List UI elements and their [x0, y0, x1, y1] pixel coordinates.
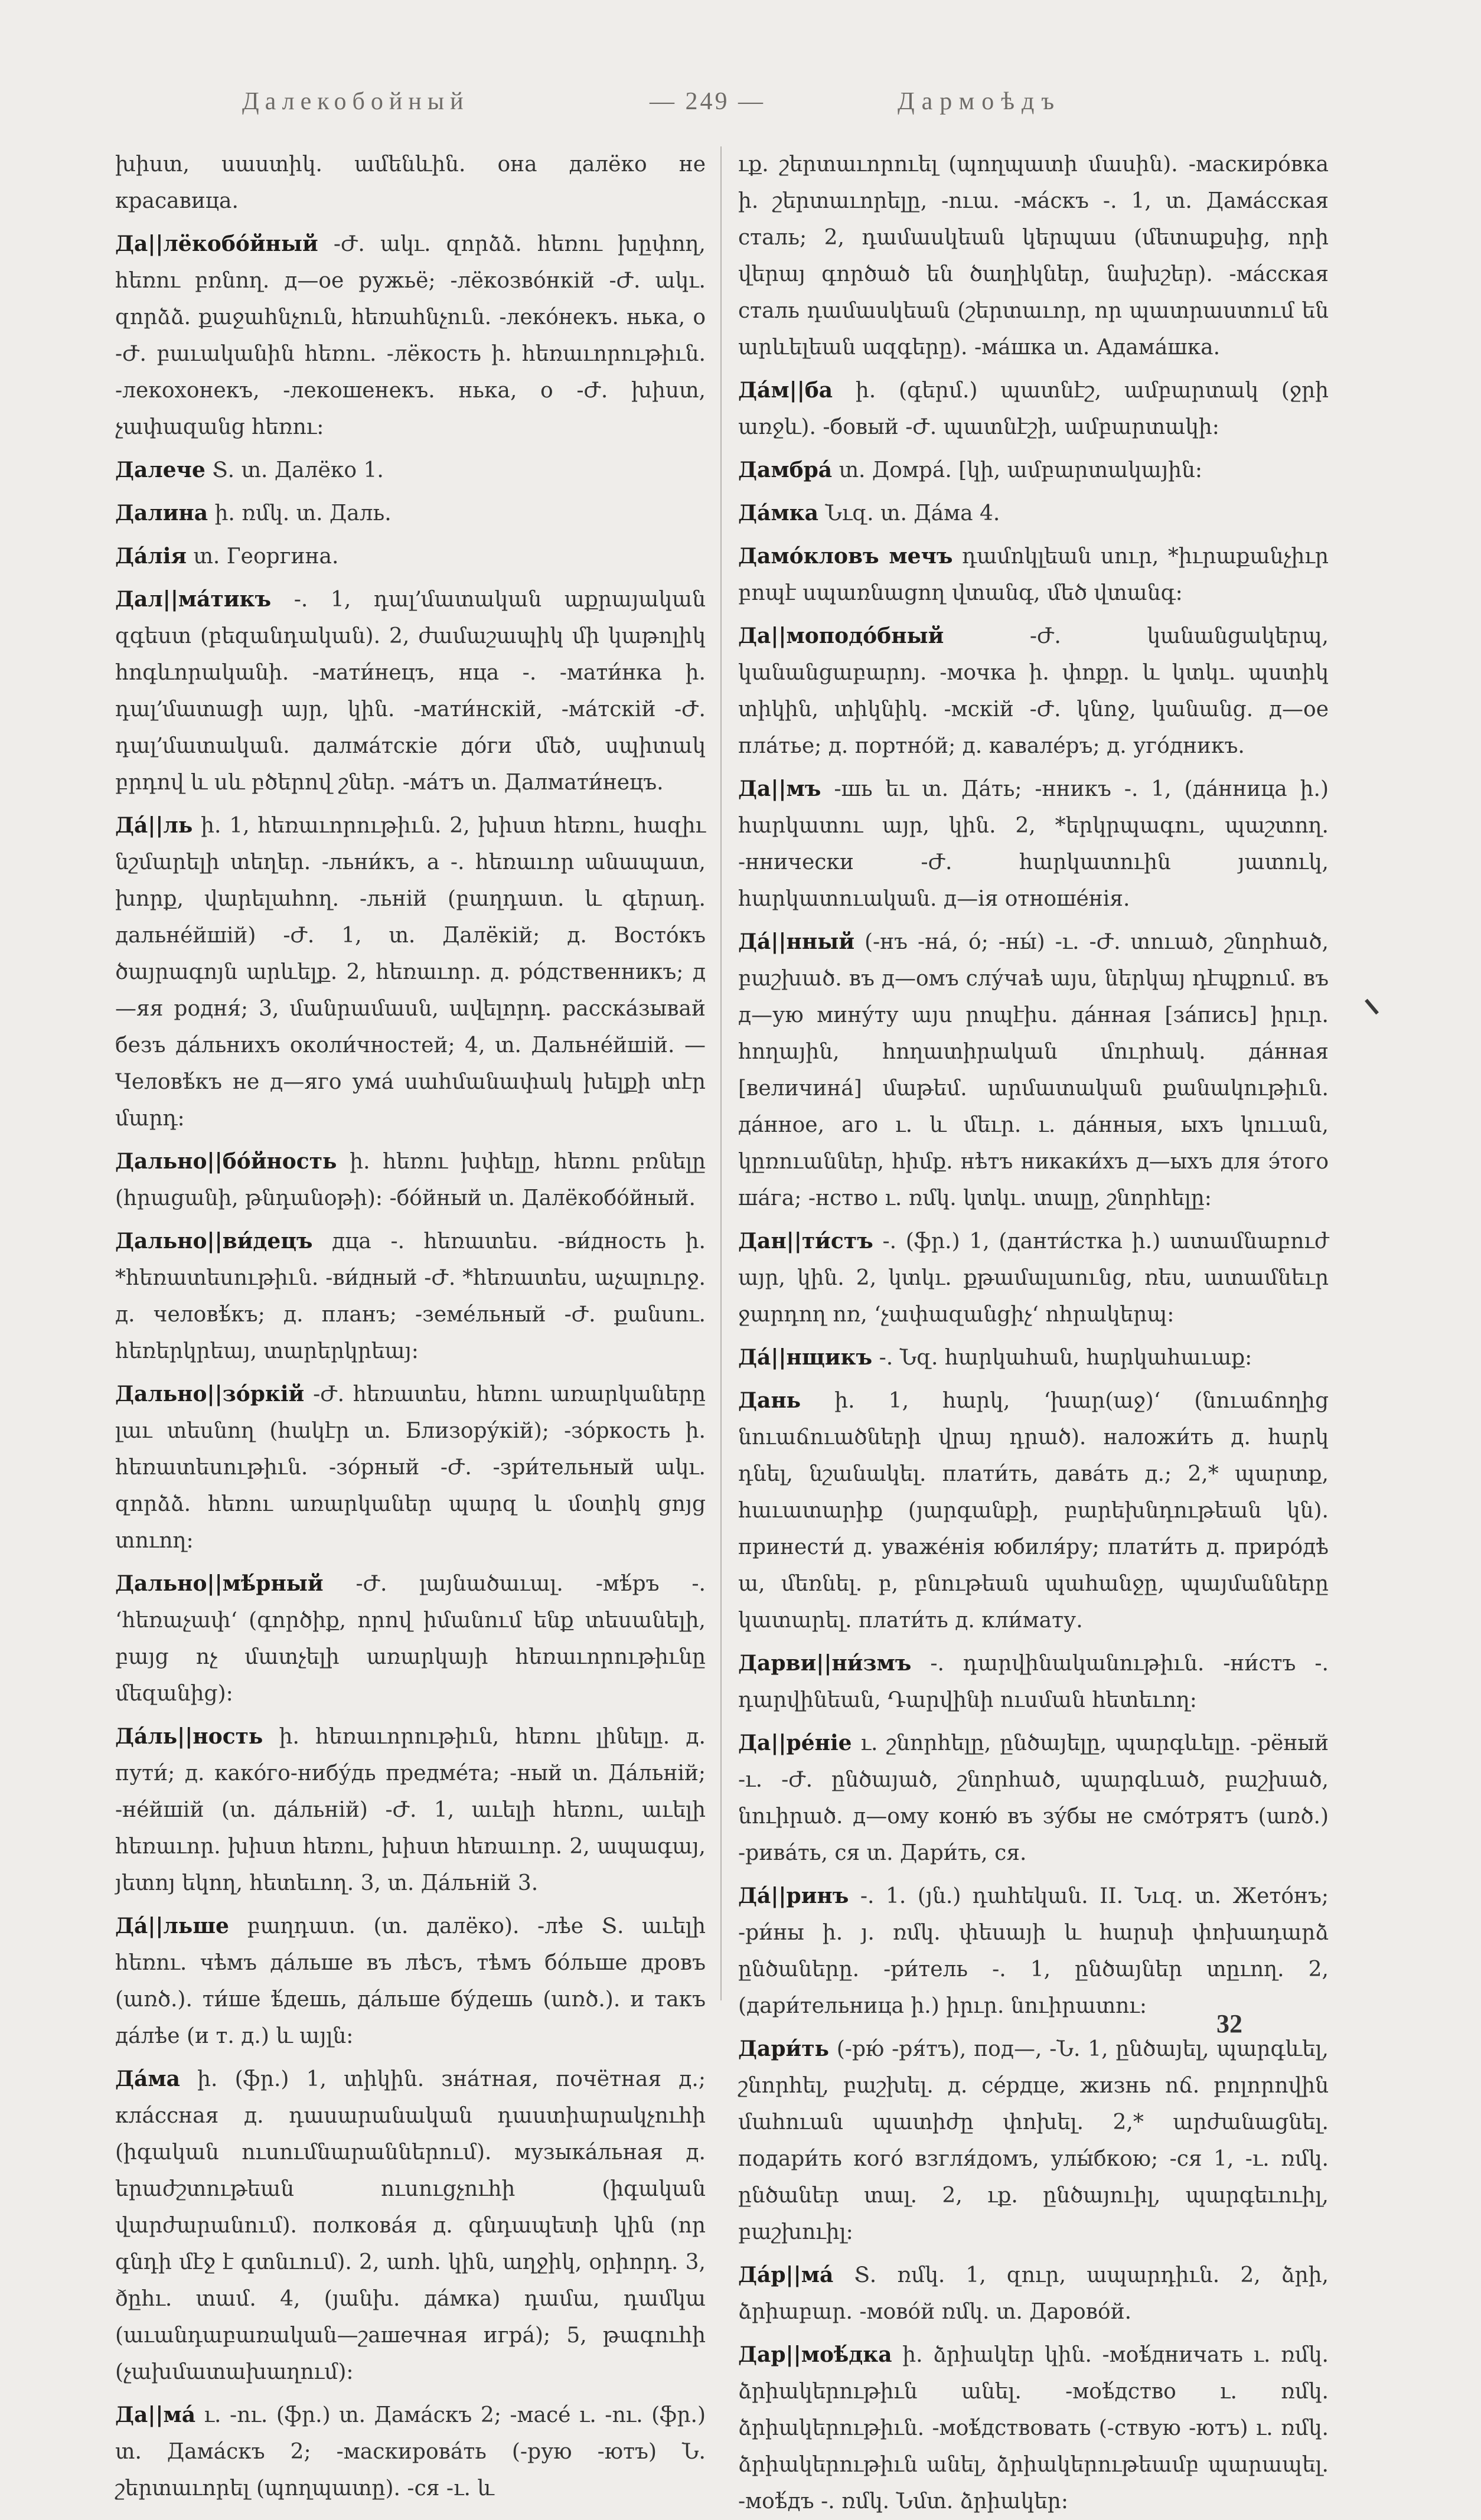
- dictionary-entry: [738, 1382, 1329, 1639]
- entry-definition: ի. (գերմ.) պատնէշ, ամբարտակ (ջրի առջև). ‑бовый ‑Ժ. պատնէշի, ամբարտակի:: [738, 378, 1329, 439]
- dictionary-entry: [115, 2061, 706, 2391]
- entry-headword: Да||моподо́бный: [738, 624, 944, 648]
- dictionary-entry: [738, 372, 1329, 446]
- dictionary-entry: [738, 923, 1329, 1217]
- dictionary-entry: [115, 1565, 706, 1712]
- entry-headword: Дар||моѣ́дка: [738, 2342, 892, 2367]
- dictionary-entry: [115, 1908, 706, 2055]
- dictionary-entry: [115, 538, 706, 575]
- dictionary-entry: [738, 146, 1329, 366]
- dictionary-entry: [738, 2257, 1329, 2330]
- dictionary-entry: [738, 2336, 1329, 2520]
- dictionary-entry: [738, 2031, 1329, 2251]
- entry-definition: ‑Ժ. կանանցակերպ, կանանցաբարոյ. ‑мочка ի. փոքր. և կտկւ. պստիկ տիկին, տիկնիկ. ‑мскій ‑Ժ. կնոջ, կանանց. д—ое пла́тье; д. портно́й; д. кавале́ръ; д. уго́дникъ.: [738, 624, 1329, 758]
- entry-definition: տ. Домра́. [կի, ամբարտակային:: [839, 458, 1202, 482]
- entry-definition: ւ. շնորհելը, ընծայելը, պարգևելը. ‑рёный ‑ւ. ‑Ժ. ընծայած, շնորհած, պարգևած, բաշխած, նուիրած. д—ому коню́ въ зу́бы не смо́трятъ (առծ.) ‑рива́ть, ся տ. Дари́ть, ся.: [738, 1731, 1329, 1865]
- dictionary-entry: [738, 1725, 1329, 1872]
- entry-headword: Да||мъ: [738, 776, 821, 801]
- dictionary-entry: [738, 1339, 1329, 1376]
- entry-headword: Далече: [115, 458, 205, 482]
- entry-definition: ‑. 1, դալ՚մատական աքրայական զգեստ (բեզանդական). 2, ժամաշապիկ մի կաթոլիկ հոգևորականի. ‑мати́нецъ, нца ‑. ‑мати́нка ի. դալ՚մատացի այր, կին. ‑мати́нскій, ‑ма́тскій ‑Ժ. դալ՚մատական. далма́тскіе до́ги մեծ, սպիտակ բրդով և սև բծերով շներ. ‑ма́тъ տ. Далмати́нецъ.: [115, 587, 706, 795]
- entry-headword: Дально||зо́ркій: [115, 1382, 305, 1406]
- entry-definition: ւ. ‑ու. (ֆր.) տ. Дама́скъ 2; ‑масе́ ւ. ‑ու. (ֆր.) տ. Дама́скъ 2; ‑маскирова́ть (‑рую ‑ютъ) Ն. շերտաւորել (պողպատը). ‑ся ‑ւ. և: [115, 2403, 706, 2501]
- left-column: [115, 146, 706, 2501]
- entry-headword: Да||ма́: [115, 2403, 196, 2427]
- signature-number: 32: [1216, 2009, 1242, 2038]
- entry-headword: Дально||ви́децъ: [115, 1229, 313, 1254]
- dictionary-entry: [738, 618, 1329, 765]
- entry-definition: խիստ, սաստիկ. ամենևին. она далёко не красавица.: [115, 152, 706, 213]
- entry-headword: Да́ма: [115, 2067, 180, 2091]
- dictionary-entry: [115, 807, 706, 1137]
- dictionary-entry: [738, 452, 1329, 489]
- entry-definition: Նւզ. տ. Да́ма 4.: [825, 501, 1000, 525]
- entry-definition: դամոկլեան սուր, *իւրաքանչիւր բոպէ սպառնացող վտանգ, մեծ վտանգ:: [738, 544, 1329, 605]
- entry-definition: ի. 1, հարկ, ‘խար(աջ)‘ (նուաճողից նուաճուածների վրայ դրած). наложи́ть д. հարկ դնել, նշանակել. плати́ть, дава́ть д.; 2,* պարտք, հաւատարիք (յարգանքի, բարեխնդութեան կն). принести́ д. уваже́нія юбиля́ру; плати́ть д. приро́дѣ ա, մեռնել. բ, բնութեան պահանջը, պայմանները կատարել. плати́ть д. кли́мату.: [738, 1389, 1329, 1633]
- entry-headword: Да́||нщикъ: [738, 1345, 873, 1370]
- entry-definition: ի. 1, հեռաւորութիւն. 2, խիստ հեռու, հազիւ նշմարելի տեղեր. ‑льни́къ, а ‑. հեռաւոր անապատ, խորք, վարելահող. ‑льній (բաղդատ. և գերադ. дальне́йшій) ‑Ժ. 1, տ. Далёкій; д. Восто́къ ծայրագոյն արևելք. 2, հեռաւոր. д. ро́дственникъ; д—яя родня́; 3, մանրամասն, ավելորդ. расска́зывай безъ да́льнихъ околи́чностей; 4, տ. Дальне́йшій. — Человѣ́къ не д—яго ума́ սահմանափակ խելքի տէր մարդ:: [115, 814, 706, 1131]
- entry-headword: Да́||льше: [115, 1914, 229, 1938]
- entry-definition: բաղդատ. (տ. далёко). ‑лѣе Տ. աւելի հեռու. чѣмъ да́льше въ лѣсъ, тѣмъ бо́льше дровъ (առծ.). ти́ше ѣ́дешь, да́льше бу́дешь (առծ.). и такъ да́лѣе (и т. д.) և այլն:: [115, 1914, 706, 2048]
- entry-headword: Дан||ти́стъ: [738, 1229, 873, 1254]
- entry-headword: Дал||ма́тикъ: [115, 587, 272, 612]
- dictionary-entry: [115, 1143, 706, 1217]
- entry-definition: ի. հեռու խփելը, հեռու բռնելը (հրացանի, թնդանօթի): ‑бо́йный տ. Далёкобо́йный.: [115, 1150, 706, 1210]
- entry-headword: Да́ль||ность: [115, 1724, 263, 1749]
- entry-headword: Да́лія: [115, 544, 187, 569]
- entry-headword: Дари́ть: [738, 2036, 829, 2061]
- page-header: [112, 87, 1382, 129]
- dictionary-entry: [115, 1718, 706, 1902]
- dictionary-entry: [738, 1223, 1329, 1333]
- margin-mark: [1365, 999, 1379, 1015]
- entry-headword: Дамо́кловъ мечъ: [738, 544, 953, 569]
- entry-definition: ի. (ֆր.) 1, տիկին. зна́тная, почётная д.; кла́ссная д. դասարանական դաստիարակչուհի (իգական ուսումնարաններում). музыка́льная д. երաժշտութեան ուսուցչուհի (իգական վարժարանում). полкова́я д. գնդապետի կին (որ գնդի մէջ է գտնւում). 2, առհ. կին, աղջիկ, օրիորդ. 3, ðըհւ. տամ. 4, (յանխ. да́мка) դամա, դամկա (աւանդաբառական—շашечная игра́); 5, թագուհի (չախմատախաղում):: [115, 2067, 706, 2384]
- entry-definition: Տ. ռմկ. 1, զուր, ապարդիւն. 2, ձրի, ձրիաբար. ‑мово́й ռմկ. տ. Дарово́й.: [738, 2263, 1329, 2324]
- entry-definition: ի. ռմկ. տ. Даль.: [214, 501, 392, 525]
- entry-headword: Да́||нный: [738, 929, 855, 954]
- entry-headword: Далина: [115, 501, 208, 525]
- dictionary-entry: [115, 2397, 706, 2507]
- entry-headword: Да́р||ма́: [738, 2263, 834, 2287]
- entry-definition: ‑. (ֆր.) 1, (данти́стка ի.) ատամնաբուժ այր, կին. 2, կտկւ. քթամալաունց, ռես, ատամնեւր ջարդող ոռ, ‘չափազանցիչ‘ ոհրակերպ:: [738, 1229, 1329, 1327]
- entry-headword: Дально||бо́йность: [115, 1149, 337, 1174]
- entry-definition: ի. հեռաւորութիւն, հեռու լինելը. д. пути́; д. како́го‑нибу́дь предме́та; ‑ный տ. Да́льній; ‑не́йшій (տ. да́льній) ‑Ժ. 1, աւելի հեռու, աւելի հեռաւոր. խիստ հեռու, խիստ հեռաւոր. 2, ապագայ, յետոյ եկող, հետեւող. 3, տ. Да́льній 3.: [115, 1725, 706, 1895]
- entry-headword: Дарви||ни́змъ: [738, 1651, 912, 1676]
- entry-headword: Да́||ринъ: [738, 1884, 849, 1908]
- entry-definition: ‑шь եւ տ. Да́ть; ‑нникъ ‑. 1, (да́нница ի.) հարկատու այր, կին. 2, *երկրպագու, պաշտող. ‑ннически ‑Ժ. հարկատուին յատուկ, հարկատուական. д—ія отноше́нія.: [738, 777, 1329, 911]
- entry-headword: Да́||ль: [115, 813, 193, 838]
- entry-headword: Да́м||ба: [738, 378, 833, 403]
- header-page-number: — 249 —: [650, 88, 765, 115]
- header-right-guideword: Дармоѣдъ: [898, 88, 1062, 115]
- entry-definition: ւք. շերտաւորուել (պողպատի մասին). ‑маскиро́вка ի. շերտաւորելը, ‑ուա. ‑ма́скъ ‑. 1, տ. Дама́сская сталь; 2, դամասկեան կերպաս (մետաքսից, որի վերայ գործած են ծաղիկներ, նախշեր). ‑ма́сская сталь դամասկեան (շերտաւոր, որ պատրաստում են արևելեան ազգերը). ‑ма́шка տ. Адама́шка.: [738, 152, 1329, 360]
- dictionary-entry: [115, 226, 706, 446]
- dictionary-entry: [115, 452, 706, 489]
- entry-definition: ‑. Նզ. հարկահան, հարկահաւաք:: [879, 1346, 1252, 1370]
- entry-headword: Да||лёкобо́йный: [115, 231, 318, 256]
- dictionary-entry: [738, 1878, 1329, 2025]
- entry-headword: Да́мка: [738, 501, 818, 525]
- dictionary-entry: [115, 146, 706, 220]
- entry-headword: Дань: [738, 1388, 801, 1413]
- entry-definition: ‑Ժ. հեռատես, հեռու առարկաները լաւ տեսնող (հակէր տ. Близору́кій); ‑зо́ркость ի. հեռատեսութիւն. ‑зо́рный ‑Ժ. ‑зри́тельный ակւ. զորձձ. հեռու առարկաներ պարզ և մօտիկ ցոյց տուող:: [115, 1382, 706, 1553]
- dictionary-entry: [115, 1376, 706, 1559]
- entry-definition: տ. Георгина.: [193, 544, 339, 569]
- column-divider: [720, 146, 722, 2000]
- dictionary-entry: [738, 538, 1329, 612]
- entry-headword: Дамбра́: [738, 458, 833, 482]
- header-left-guideword: Далекобойный: [242, 88, 469, 115]
- entry-definition: (‑рю́ ‑ря́тъ), под—, ‑Ն. 1, ընծայել, պարգևել, շնորհել, բաշխել. д. се́рдце, жизнь ոճ. բոլորովին մահուան պատիժը փոխել. 2,* արժանացնել. подари́ть кого́ взгля́домъ, улы́бкою; ‑ся 1, ‑ւ. ռմկ. ընծաներ տալ. 2, ւք. ընծայուիլ, պարգեւուիլ, բաշխուիլ:: [738, 2037, 1329, 2244]
- dictionary-entry: [115, 1223, 706, 1370]
- entry-definition: ‑. 1. (յն.) դահեկան. II. Նւզ. տ. Жето́нъ; ‑ри́ны ի. յ. ռմկ. փեսայի և հարսի փոխադարձ ընծաները. ‑ри́тель ‑. 1, ընծայներ տըւող. 2, (дари́тельница ի.) իրւր. նուիրատու:: [738, 1884, 1329, 2018]
- entry-definition: ‑Ժ. լայնածաւալ. ‑мѣ́ръ ‑. ‘հեռաչափ‘ (գործիք, որով իմանում ենք տեսանելի, բայց ոչ մատչելի առարկայի հեռաւորութիւնը մեզանից):: [115, 1572, 706, 1706]
- entry-definition: дца ‑. հեռատես. ‑ви́дность ի. *հեռատեսութիւն. ‑ви́дный ‑Ժ. *հեռատես, աչալուրջ. д. человѣ́къ; д. планъ; ‑земе́льный ‑Ժ. քանսու. հեռերկրեայ, տարերկրեայ:: [115, 1229, 706, 1363]
- dictionary-entry: [738, 1645, 1329, 1719]
- entry-definition: ‑. դարվինականութիւն. ‑ни́стъ ‑. դարվինեան, Դարվինի ուսման հետեւող:: [738, 1651, 1329, 1712]
- dictionary-entry: [738, 771, 1329, 918]
- dictionary-entry: [115, 581, 706, 801]
- entry-definition: ‑Ժ. ակւ. զորձձ. հեռու խըփող, հեռու բռնող. д—ое ружьё; ‑лёкозво́нкій ‑Ժ. ակւ. զորձձ. քաջահնչուն, հեռահնչուն. ‑леко́некъ. нька, о ‑Ժ. բաւականին հեռու. ‑лёкость ի. հեռաւորութիւն. ‑лекохонекъ, ‑лекошенекъ. нька, о ‑Ժ. խիստ, չափազանց հեռու:: [115, 232, 706, 439]
- entry-definition: ի. ձրիակեր կին. ‑моѣ́дничать ւ. ռմկ. ձրիակերութիւն անել. ‑моѣ́дство ւ. ռմկ. ձրիակերութիւն. ‑моѣ́дствовать (‑ствую ‑ютъ) ւ. ռմկ. ձրիակերութիւն անել, ձրիակերութեամբ պարապել. ‑моѣ́дъ ‑. ռմկ. Նմտ. ձրիակեր:: [738, 2343, 1329, 2514]
- entry-headword: Да||ре́ніе: [738, 1731, 852, 1755]
- dictionary-entry: [738, 495, 1329, 532]
- entry-definition: (‑нъ ‑на́, о́; ‑ны́) ‑ւ. ‑Ժ. տուած, շնորհած, բաշխած. въ д—омъ слу́чаѣ այս, ներկայ դէպքում. въ д—ую мину́ту այս րոպէիս. да́нная [за́пись] իրւր. հողային, հողատիրական մուրհակ. да́нная [величина́] մաթեմ. արմատական քանակութիւն. да́нное, аго ւ. և մեւր. ւ. да́нныя, ыхъ կոււան, կըռուաններ, հիմք. нѣтъ никаки́хъ д—ыхъ для э́того ша́га; ‑нство ւ. ռմկ. կտկւ. տալը, շնորհելը:: [738, 930, 1329, 1210]
- entry-headword: Дально||мѣ́рный: [115, 1571, 324, 1596]
- entry-definition: Տ. տ. Далёко 1.: [212, 458, 384, 482]
- dictionary-entry: [115, 495, 706, 532]
